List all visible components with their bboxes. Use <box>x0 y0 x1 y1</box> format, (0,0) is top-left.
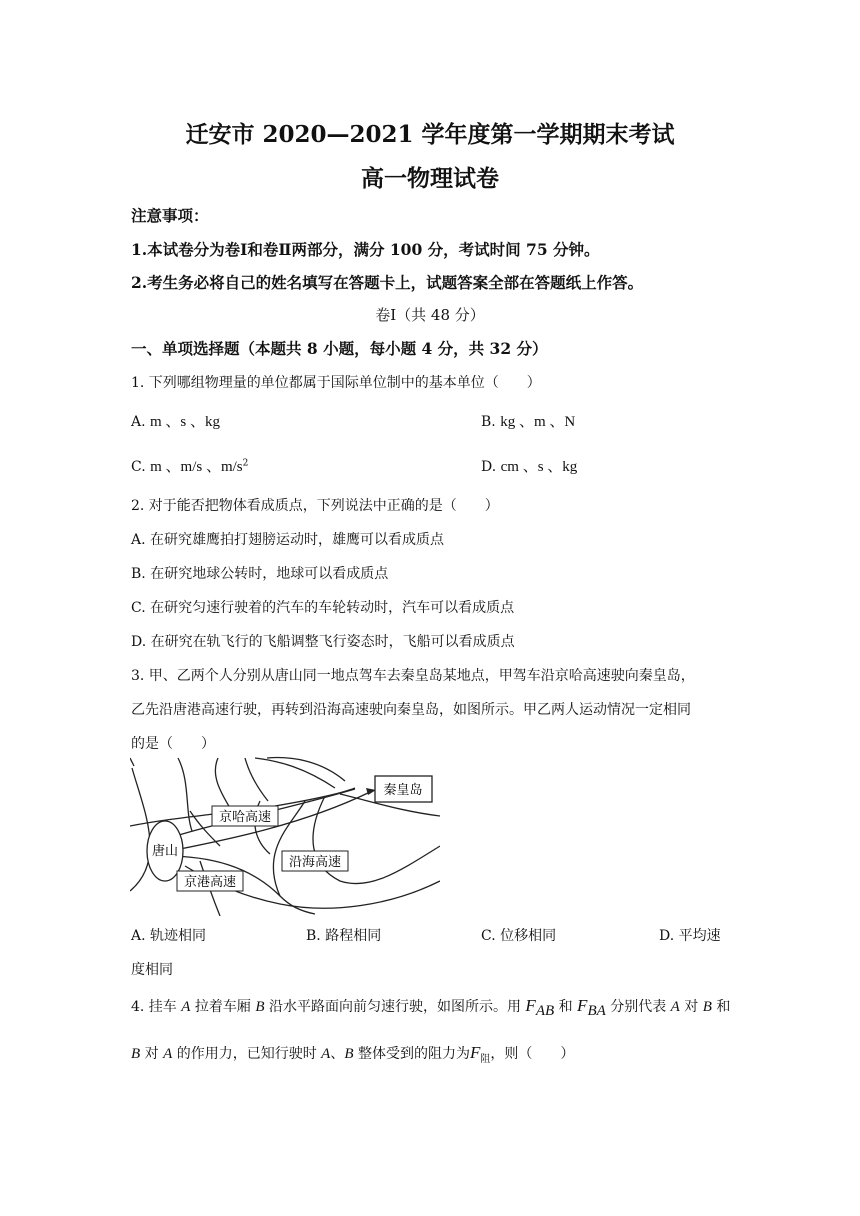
question-4-stem-line-1 <box>131 996 730 1020</box>
q4-force-f: F <box>577 996 588 1015</box>
q4-force-f: F <box>525 996 536 1015</box>
notice-item-1: 1.本试卷分为卷Ⅰ和卷Ⅱ两部分，满分 100 分，考试时间 75 分钟。 <box>131 240 600 259</box>
question-1-option-d <box>481 455 577 476</box>
question-4-stem-line-2 <box>131 1043 574 1065</box>
question-2-option-a: A. 在研究雄鹰拍打翅膀运动时，雄鹰可以看成质点 <box>131 532 445 548</box>
option-superscript: 2 <box>242 458 249 469</box>
q4-var-a: A <box>321 1046 331 1062</box>
route-map-figure <box>130 756 440 916</box>
q4-text: ，则（ ） <box>490 1046 575 1062</box>
question-3-option-d: D. 平均速 <box>659 928 721 944</box>
question-3-option-d-wrap: 度相同 <box>131 962 173 978</box>
q4-text: 和 <box>554 999 578 1015</box>
question-2-stem: 2. 对于能否把物体看成质点，下列说法中正确的是（ ） <box>131 498 499 514</box>
option-text: kg 、m 、N <box>500 414 576 430</box>
q4-text: 对 <box>679 999 703 1015</box>
map-label-yanhai: 沿海高速 <box>288 855 342 870</box>
q4-text: 分别代表 <box>605 999 671 1015</box>
option-letter: B. <box>481 414 496 430</box>
q4-text: 和 <box>711 999 731 1015</box>
option-letter: D. <box>481 459 497 475</box>
q4-text: 对 <box>140 1046 164 1062</box>
map-label-qinhuangdao: 秦皇岛 <box>383 783 423 798</box>
q4-text: 的作用力，已知行驶时 <box>172 1046 322 1062</box>
question-2-option-c: C. 在研究匀速行驶着的汽车的车轮转动时，汽车可以看成质点 <box>131 600 515 616</box>
map-label-jinggang: 京港高速 <box>183 875 237 890</box>
q4-sub-ab: AB <box>535 1002 555 1019</box>
q4-sub-ba: BA <box>587 1002 606 1019</box>
q4-var-a: A <box>181 999 191 1015</box>
question-2-option-b: B. 在研究地球公转时，地球可以看成质点 <box>131 566 389 582</box>
question-1-option-a <box>131 410 220 431</box>
q4-var-a: A <box>163 1046 173 1062</box>
exam-subtitle: 高一物理试卷 <box>361 165 499 192</box>
question-3-option-b: B. 路程相同 <box>306 928 382 944</box>
question-1-option-b <box>481 410 575 431</box>
part-heading: 一、单项选择题（本题共 8 小题，每小题 4 分，共 32 分） <box>131 339 548 358</box>
q4-force-f: F <box>469 1043 481 1062</box>
option-text: cm 、s 、kg <box>500 459 578 475</box>
exam-title: 迁安市 2020—2021 学年度第一学期期末考试 <box>185 121 675 148</box>
question-2-option-d: D. 在研究在轨飞行的飞船调整飞行姿态时，飞船可以看成质点 <box>131 634 515 650</box>
question-1-stem: 1. 下列哪组物理量的单位都属于国际单位制中的基本单位（ ） <box>131 375 541 391</box>
option-letter: C. <box>131 459 146 475</box>
q4-var-b: B <box>702 999 712 1015</box>
q4-text: 沿水平路面向前匀速行驶，如图所示。用 <box>264 999 526 1015</box>
question-3-option-c: C. 位移相同 <box>481 928 557 944</box>
question-3-stem-line-2: 乙先沿唐港高速行驶，再转到沿海高速驶向秦皇岛，如图所示。甲乙两人运动情况一定相同 <box>131 702 691 718</box>
q4-var-b: B <box>255 999 265 1015</box>
q4-text: 、 <box>330 1046 345 1062</box>
q4-text: 拉着车厢 <box>190 999 256 1015</box>
q4-text: 整体受到的阻力为 <box>353 1046 470 1062</box>
q4-var-b: B <box>344 1046 354 1062</box>
question-1-option-c <box>131 455 248 476</box>
question-3-stem-line-1: 3. 甲、乙两个人分别从唐山同一地点驾车去秦皇岛某地点，甲驾车沿京哈高速驶向秦皇岛， <box>131 668 695 684</box>
q4-text: 4. 挂车 <box>131 999 182 1015</box>
q4-var-b: B <box>131 1046 141 1062</box>
q4-var-a: A <box>670 999 680 1015</box>
q4-sub-zu: 阻 <box>480 1053 491 1065</box>
map-label-tangshan: 唐山 <box>151 844 179 859</box>
notice-heading: 注意事项： <box>131 206 209 225</box>
question-3-option-a: A. 轨迹相同 <box>131 928 207 944</box>
option-letter: A. <box>131 414 146 430</box>
volume-heading: 卷Ⅰ（共 48 分） <box>375 306 485 324</box>
question-3-stem-line-3: 的是（ ） <box>131 736 215 752</box>
map-label-jingha: 京哈高速 <box>218 810 272 825</box>
notice-item-2: 2.考生务必将自己的姓名填写在答题卡上，试题答案全部在答题纸上作答。 <box>131 273 644 292</box>
option-text: m 、s 、kg <box>150 414 221 430</box>
option-text: m 、m/s 、m/s <box>150 459 243 475</box>
